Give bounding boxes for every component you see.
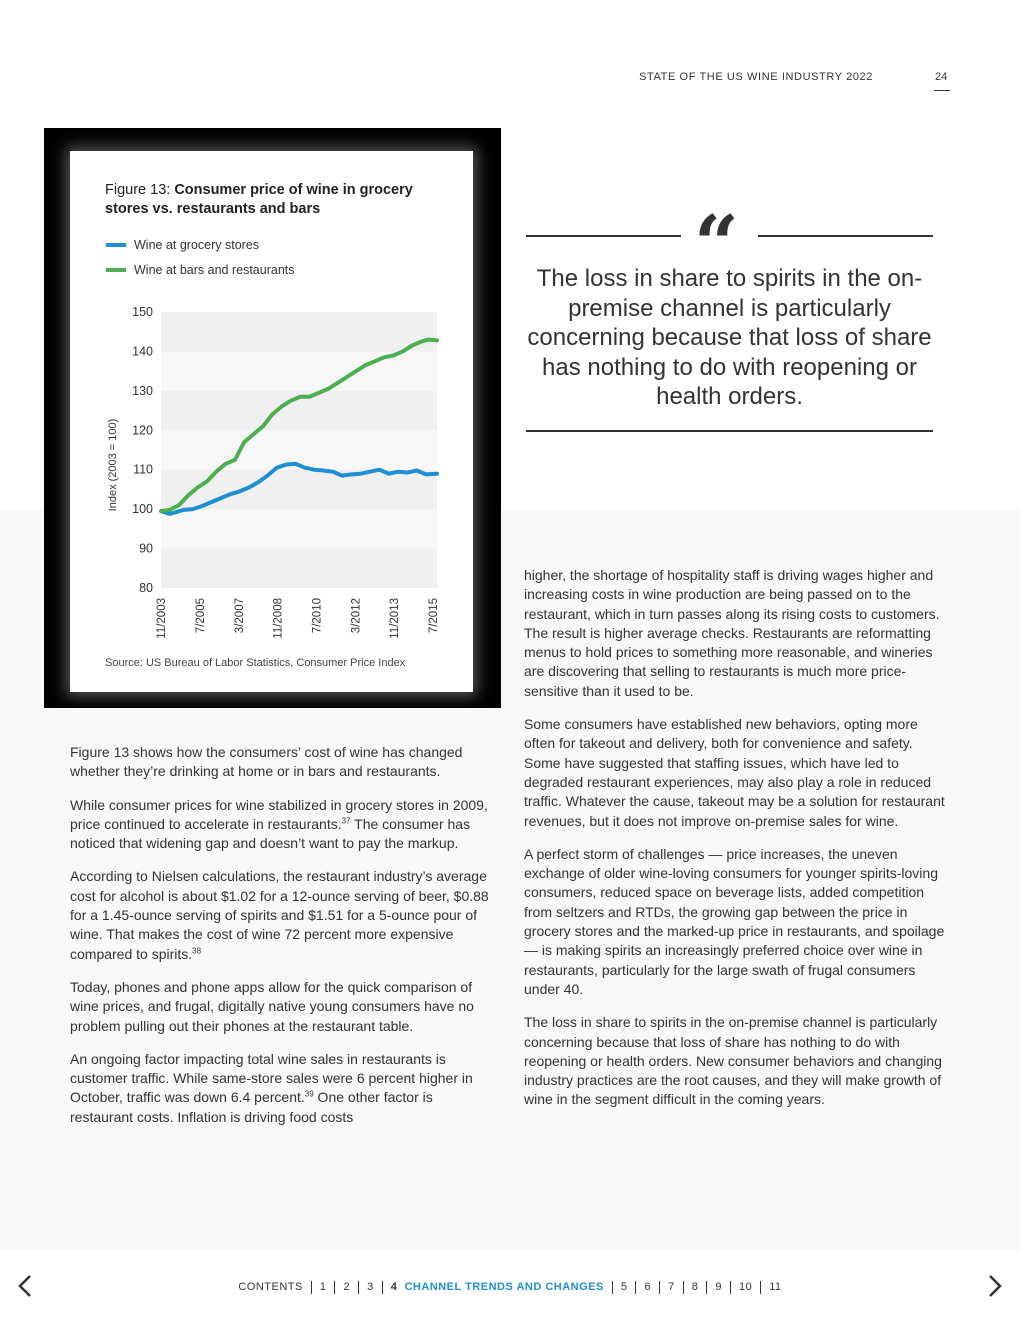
nav-section-3[interactable]: 3 (359, 1281, 383, 1294)
x-tick-label: 3/2007 (233, 598, 246, 634)
legend-label-restaurants: Wine at bars and restaurants (134, 263, 295, 277)
line-chart (70, 151, 473, 651)
nav-section-11[interactable]: 11 (769, 1281, 782, 1293)
x-tick-label: 11/2008 (272, 598, 285, 639)
footnote-ref[interactable]: 39 (304, 1089, 314, 1099)
y-tick-label: 90 (139, 541, 153, 556)
running-header-title: STATE OF THE US WINE INDUSTRY 2022 (639, 71, 873, 83)
legend-label-grocery: Wine at grocery stores (134, 238, 260, 252)
nav-section-1[interactable]: 1 (312, 1281, 336, 1294)
quote-rule-left (526, 235, 681, 237)
y-tick-label: 110 (133, 462, 153, 477)
quote-rule-right (758, 235, 933, 237)
grid-band (161, 509, 437, 548)
figure-label: Figure 13: (105, 182, 175, 198)
paragraph: According to Nielsen calculations, the restaurant industry’s average cost for alcohol is about $1.02 for a 12-ounce serving of beer, $0.88 for a 1.45-ounce serving of spirits and $1.51 for a 5-ounce pour of wine. That makes the cost of wine 72 percent more expensive compared to spirits.$^{38}$ (70, 868, 489, 962)
paragraph: A perfect storm of challenges — price increases, the uneven exchange of older wine-loving consumers for younger spirits-loving consumers, reduced space on beverage lists, added competition from seltzers and RTDs, the growing gap between the price in grocery stores and the marked-up price in restaurants, and spoilage — is making spirits an increasingly preferred choice over wine in restaurants, particularly for the large swath of frugal consumers under 40. (524, 845, 945, 997)
footer-section-nav (0, 1281, 1020, 1294)
nav-section-8[interactable]: 8 (684, 1281, 708, 1294)
paragraph: The loss in share to spirits in the on-premise channel is particularly concerning because that loss of share has nothing to do with reopening or health orders. New consumer behaviors and changing industry practices are the root causes, and they will make growth of wine in the segment difficult in the coming years. (524, 1014, 942, 1108)
y-axis-label: Index (2003 = 100) (107, 418, 119, 512)
quote-mark-icon: “ (694, 199, 739, 290)
x-tick-label: 7/2015 (428, 598, 441, 634)
figure-title-text: Consumer price of wine in grocery stores vs. restaurants and bars (105, 182, 413, 217)
x-tick-label: 3/2012 (350, 598, 363, 634)
paragraph: While consumer prices for wine stabilized in grocery stores in 2009, price continued to accelerate in restaurants.$^{37}$ The consumer has noticed that widening gap and doesn’t want to pay the markup. (70, 796, 488, 852)
y-tick-label: 120 (132, 423, 153, 438)
body-column-right (524, 566, 952, 1124)
paragraph: higher, the shortage of hospitality staff is driving wages higher and increasing costs in wine production are being passed on to the restaurant, which in turn passes along its rising costs to customers. The result is higher average checks. Restaurants are reformatting menus to hold prices to something more reasonable, and wineries are discovering that selling to restaurants is much more price-sensitive than it used to be. (524, 567, 940, 699)
grid-band (161, 470, 437, 509)
nav-section-9[interactable]: 9 (707, 1281, 731, 1294)
x-tick-label: 11/2013 (389, 598, 402, 639)
page-number: 24 (935, 71, 948, 83)
quote-rule-bottom (526, 430, 933, 432)
y-tick-label: 140 (132, 344, 153, 359)
body-column-left (70, 743, 496, 1141)
nav-section-7[interactable]: 7 (660, 1281, 684, 1294)
y-tick-label: 130 (132, 383, 153, 398)
pull-quote-text: The loss in share to spirits in the on-premise channel is particularly concerning because that loss of share has nothing to do with reopening or health orders. (527, 265, 932, 410)
x-tick-label: 7/2010 (311, 598, 324, 634)
paragraph: An ongoing factor impacting total wine sales in restaurants is customer traffic. While same-store sales were 6 percent higher in October, traffic was down 6.4 percent.$^{39}$ One other factor is restaurant costs. Inflation is driving food costs (70, 1050, 473, 1125)
paragraph: Figure 13 shows how the consumers’ cost of wine has changed whether they’re drinking at home or in bars and restaurants. (70, 744, 463, 780)
nav-section-6[interactable]: 6 (636, 1281, 660, 1294)
y-tick-label: 100 (132, 502, 153, 517)
figure-card (70, 151, 473, 692)
paragraph: Today, phones and phone apps allow for the quick comparison of wine prices, and frugal, digitally native young consumers have no problem pulling out their phones at the restaurant table. (70, 978, 474, 1034)
grid-band (161, 351, 437, 390)
nav-contents-link[interactable]: CONTENTS (230, 1281, 312, 1294)
figure-source: Source: US Bureau of Labor Statistics, Consumer Price Index (105, 657, 406, 669)
x-tick-label: 11/2003 (156, 598, 168, 639)
footnote-ref[interactable]: 38 (192, 946, 202, 956)
y-tick-label: 80 (139, 581, 153, 595)
paragraph: Some consumers have established new behaviors, opting more often for takeout and delivery, both for convenience and safety. Some have suggested that staffing issues, which have led to degraded restaurant experiences, may also play a role in reduced traffic. Whatever the cause, takeout may be a solution for restaurant revenues, but it does not improve on-premise sales for wine. (524, 716, 945, 829)
nav-section-5[interactable]: 5 (613, 1281, 637, 1294)
nav-section-2[interactable]: 2 (335, 1281, 359, 1294)
nav-section-10[interactable]: 10 (731, 1281, 761, 1294)
page-number-underline (934, 90, 950, 91)
nav-section-4-current[interactable]: 4 CHANNEL TRENDS AND CHANGES (383, 1281, 613, 1294)
footnote-ref[interactable]: 37 (341, 816, 351, 826)
grid-band (161, 312, 437, 351)
grid-band (161, 549, 437, 588)
y-tick-label: 150 (132, 305, 153, 319)
x-tick-label: 7/2005 (194, 598, 207, 634)
